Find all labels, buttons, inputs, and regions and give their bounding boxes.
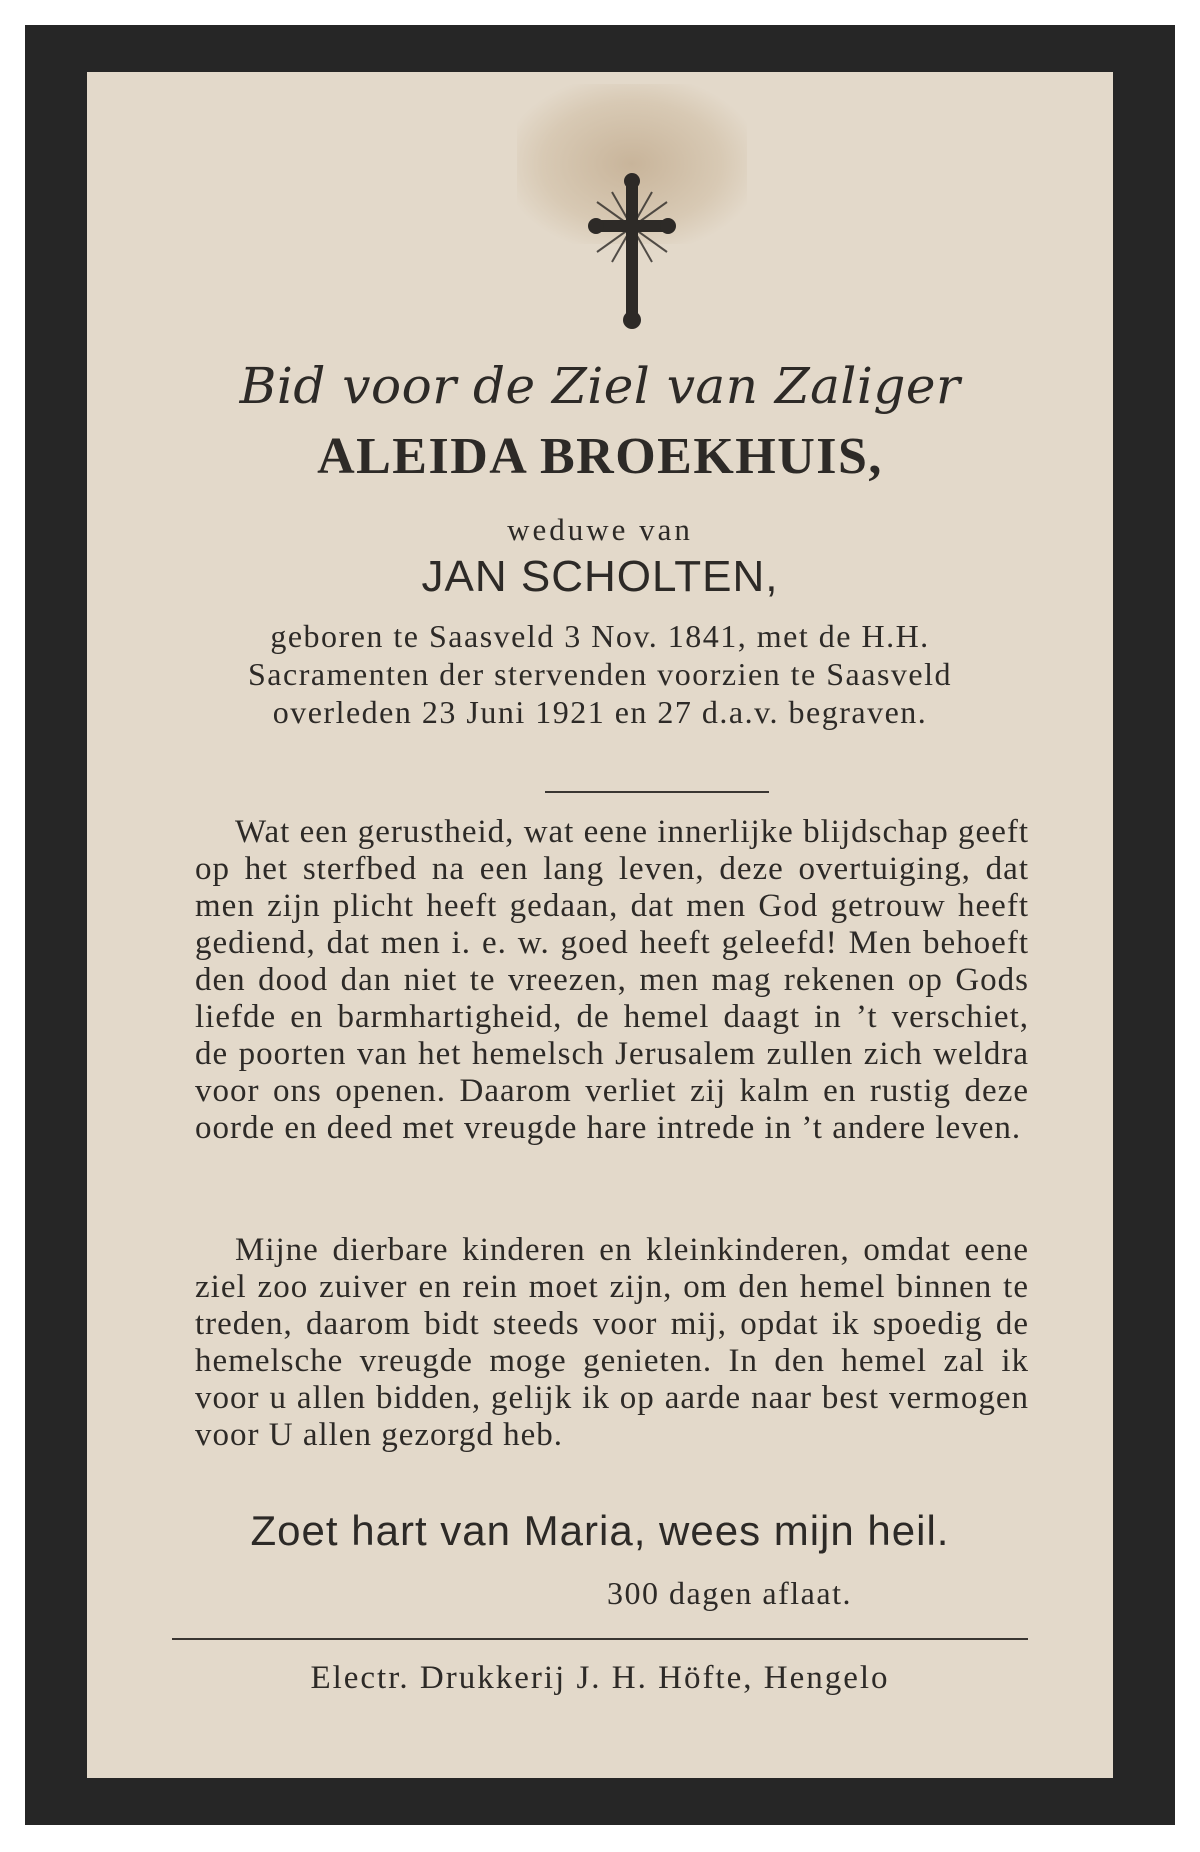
widow-of: weduwe van (507, 512, 693, 547)
divider-short (545, 791, 769, 793)
paragraph-1: Wat een gerustheid, wat eene innerlijke blijdschap geeft op het sterfbed na een lang leven, deze overtuiging, dat men zijn plicht heeft gedaan, dat men God getrouw heeft gediend, dat men i. e. w. goed heeft geleefd! Men behoeft den dood dan niet te vreezen, men mag rekenen op Gods liefde en barmhartigheid, de hemel daagt in ’t verschiet, de poorten van het hemelsch Jerusalem zullen zich weldra voor ons openen. Daarom verliet zij kalm en rustig deze oorde en deed met vreugde hare intrede in ’t andere leven. (195, 814, 1029, 1146)
invocation: Bid voor de Ziel van Zaliger (239, 357, 961, 415)
deceased-name: ALEIDA BROEKHUIS, (317, 428, 883, 485)
printer-credit: Electr. Drukkerij J. H. Höfte, Hengelo (310, 1660, 890, 1696)
prayer: Zoet hart van Maria, wees mijn heil. (250, 1507, 950, 1554)
cross-icon (587, 172, 677, 332)
biography: geboren te Saasveld 3 Nov. 1841, met de H.H. Sacramenten der stervenden voorzien te Saasveld overleden 23 Juni 1921 en 27 d.a.v. begraven. (247, 618, 952, 730)
paragraph-2: Mijne dierbare kinderen en kleinkinderen, omdat eene ziel zoo zuiver en rein moet zijn, om den hemel binnen te treden, daarom bidt steeds voor mij, opdat ik spoedig de hemelsche vreugde moge genieten. In den hemel zal ik voor u allen bidden, gelijk ik op aarde naar best vermogen voor U allen gezorgd heb. (195, 1232, 1029, 1453)
card-paper (87, 72, 1113, 1778)
divider-long (172, 1638, 1028, 1640)
indulgence: 300 dagen aflaat. (607, 1575, 852, 1611)
husband-name: JAN SCHOLTEN, (421, 552, 779, 601)
memorial-card (25, 25, 1175, 1825)
